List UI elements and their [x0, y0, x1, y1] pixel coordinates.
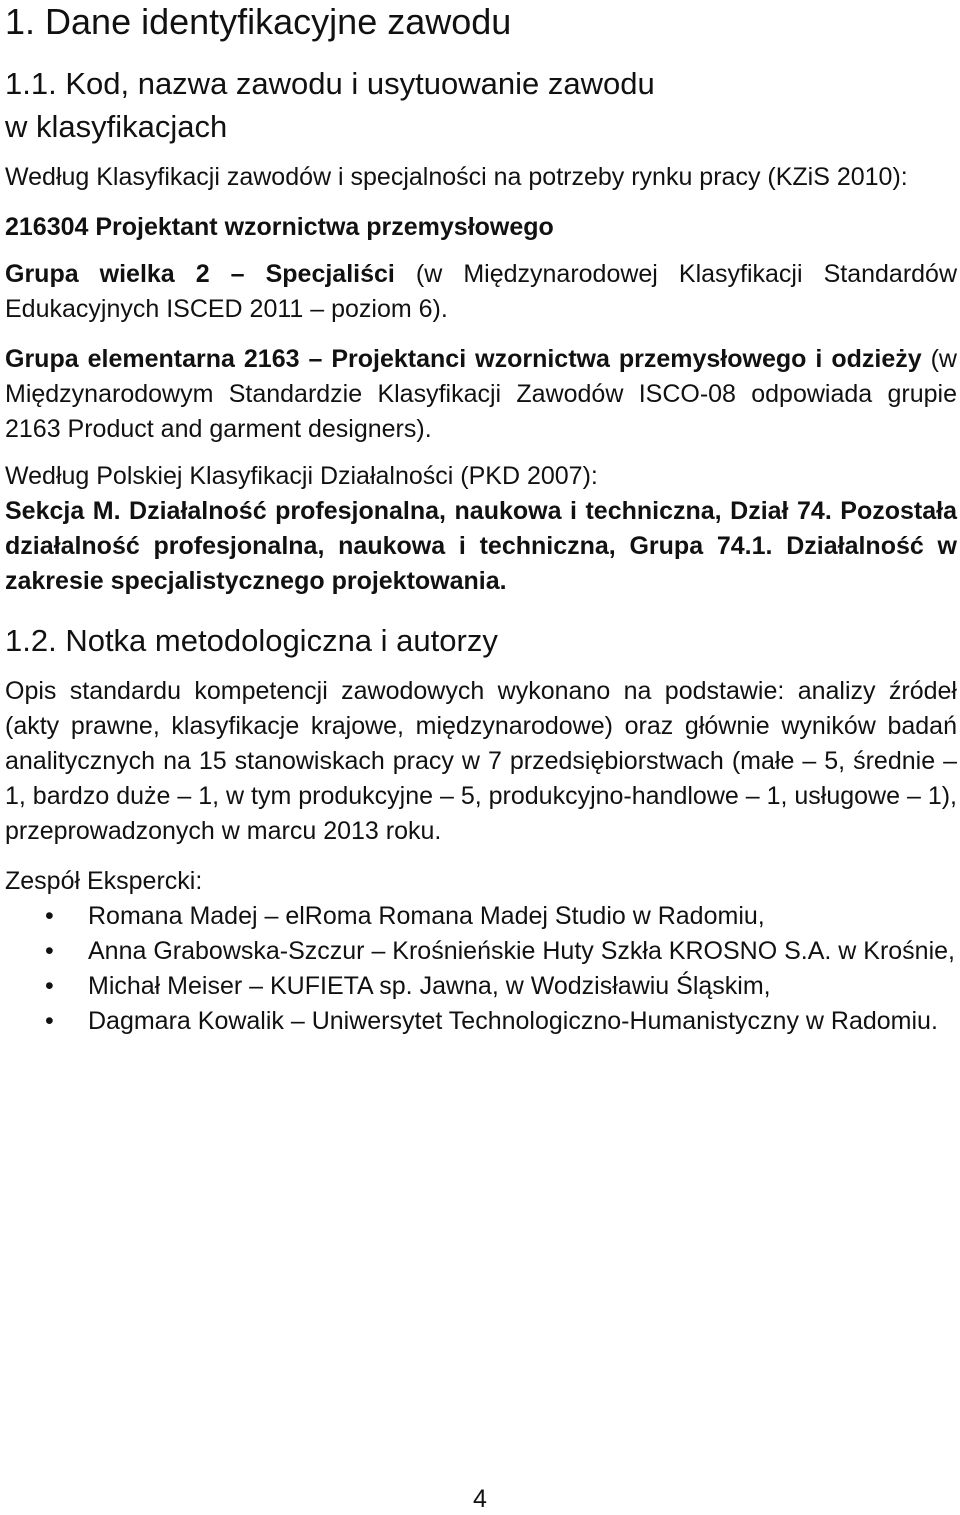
- page-number: 4: [473, 1485, 487, 1513]
- list-item: [5, 899, 957, 934]
- bullet-icon: •: [45, 902, 54, 930]
- list-item: [5, 1004, 957, 1039]
- isco-paragraph: [5, 342, 957, 447]
- section-heading-1-1-line1: 1.1. Kod, nazwa zawodu i usytuowanie zawodu: [5, 66, 655, 101]
- experts-list: [5, 899, 957, 1039]
- bullet-icon: •: [45, 937, 54, 965]
- pkd-classification-paragraph: Sekcja M. Działalność profesjonalna, naukowa i techniczna, Dział 74. Pozostała działalność profesjonalna, naukowa i techniczna, Grupa 74.1. Działalność w zakresie specjalistycznego projektowania.: [5, 497, 957, 595]
- experts-label: Zespół Ekspercki:: [5, 867, 203, 895]
- isced-paragraph: [5, 257, 957, 327]
- expert-entry: Anna Grabowska-Szczur – Krośnieńskie Huty Szkła KROSNO S.A. w Krośnie,: [88, 937, 955, 965]
- chapter-heading: 1. Dane identyfikacyjne zawodu: [5, 1, 512, 42]
- pkd-intro-paragraph: Według Polskiej Klasyfikacji Działalności (PKD 2007):: [5, 462, 598, 490]
- expert-entry: Michał Meiser – KUFIETA sp. Jawna, w Wodzisławiu Śląskim,: [88, 972, 771, 1000]
- bullet-icon: •: [45, 972, 54, 1000]
- isco-group-rest: (w Międzynarodowym Standardzie Klasyfikacji Zawodów ISCO-08 odpowiada grupie 2163 Product and garment designers).: [5, 345, 957, 443]
- list-item: [5, 969, 957, 1004]
- expert-entry: Dagmara Kowalik – Uniwersytet Technologiczno-Humanistyczny w Radomiu.: [88, 1007, 938, 1035]
- bullet-icon: •: [45, 1007, 54, 1035]
- section-heading-1-1: [5, 62, 957, 148]
- document-page: [5, 0, 957, 1039]
- section-heading-1-2: 1.2. Notka metodologiczna i autorzy: [5, 623, 498, 658]
- methodology-paragraph: Opis standardu kompetencji zawodowych wykonano na podstawie: analizy źródeł (akty prawne, klasyfikacje krajowe, międzynarodowe) oraz głównie wyników badań analitycznych na 15 stanowiskach pracy w 7 przedsiębiorstwach (małe – 5, średnie – 1, bardzo duże – 1, w tym produkcyjne – 5, produkcyjno-handlowe – 1, usługowe – 1), przeprowadzonych w marcu 2013 roku.: [5, 677, 957, 845]
- occupation-code-name: 216304 Projektant wzornictwa przemysłowego: [5, 213, 554, 241]
- expert-entry: Romana Madej – elRoma Romana Madej Studio w Radomiu,: [88, 902, 765, 930]
- kzis-intro-paragraph: Według Klasyfikacji zawodów i specjalności na potrzeby rynku pracy (KZiS 2010):: [5, 163, 908, 191]
- section-heading-1-1-line2: w klasyfikacjach: [5, 109, 228, 144]
- list-item: [5, 934, 957, 969]
- isced-group-bold: Grupa wielka 2 – Specjaliści: [5, 260, 395, 288]
- isced-group-rest: (w Międzynarodowej Klasyfikacji Standardów Edukacyjnych ISCED 2011 – poziom 6).: [5, 260, 958, 323]
- isco-group-bold: Grupa elementarna 2163 – Projektanci wzornictwa przemysłowego i odzieży: [5, 345, 922, 373]
